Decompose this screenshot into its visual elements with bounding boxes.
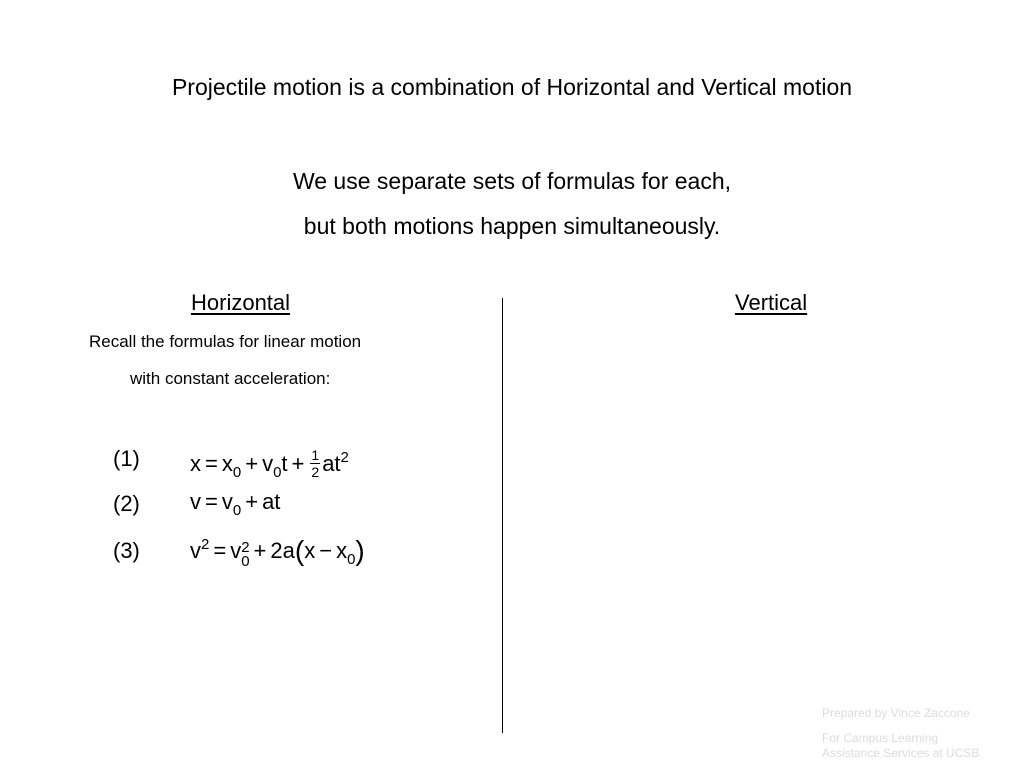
eq3-v-sub: 0 xyxy=(241,553,250,570)
subtitle-line-1: We use separate sets of formulas for each, xyxy=(292,168,732,194)
credit-author: Prepared by Vince Zaccone xyxy=(822,706,970,720)
equation-2 xyxy=(190,491,280,518)
horizontal-heading: Horizontal xyxy=(191,290,291,315)
eq3-x0-sub: 0 xyxy=(347,551,356,568)
eq3-2a: 2a xyxy=(270,538,295,563)
eq1-half-fraction xyxy=(310,448,320,479)
eq2-v-sub: 0 xyxy=(232,502,242,519)
eq1-x: x xyxy=(221,451,233,476)
eq1-equals: = xyxy=(205,451,218,476)
eq1-v: v xyxy=(262,451,274,476)
eq1-plus-2: + xyxy=(291,451,305,476)
column-divider xyxy=(502,298,503,733)
vertical-heading: Vertical xyxy=(735,290,808,315)
eq2-v: v xyxy=(221,489,233,514)
eq3-x: x xyxy=(304,538,316,563)
horizontal-note-line-1: Recall the formulas for linear motion xyxy=(89,332,362,351)
eq3-right-paren: ) xyxy=(355,535,365,566)
slide-title: Projectile motion is a combination of Horizontal and Vertical motion xyxy=(171,74,853,100)
eq1-at: at xyxy=(322,451,341,476)
eq2-lhs: v xyxy=(190,489,201,514)
eq1-x-sub: 0 xyxy=(232,464,242,481)
eq1-at-sup: 2 xyxy=(340,449,349,466)
equation-1 xyxy=(190,448,349,480)
eq3-lhs: v xyxy=(190,538,201,563)
eq3-lhs-sup: 2 xyxy=(201,536,210,553)
eq2-plus: + xyxy=(245,489,259,514)
equation-1-number: (1) xyxy=(113,446,140,471)
eq1-lhs: x xyxy=(190,451,201,476)
eq3-v-sup: 2 xyxy=(241,539,250,556)
eq3-equals: = xyxy=(213,538,227,563)
equation-3 xyxy=(190,537,365,569)
eq1-v-sub: 0 xyxy=(273,464,282,481)
eq3-plus: + xyxy=(253,538,267,563)
eq1-plus-1: + xyxy=(245,451,259,476)
eq1-fraction-numerator: 1 xyxy=(311,447,320,463)
horizontal-note-line-2: with constant acceleration: xyxy=(130,369,331,388)
equation-2-number: (2) xyxy=(113,491,140,516)
eq1-fraction-denominator: 2 xyxy=(311,464,320,480)
eq3-left-paren: ( xyxy=(294,535,305,566)
eq3-v-supsub xyxy=(241,541,249,569)
eq1-t: t xyxy=(281,451,288,476)
credit-organization-line-2: Assistance Services at UCSB xyxy=(822,746,980,760)
equation-3-number: (3) xyxy=(113,538,140,563)
eq2-equals: = xyxy=(205,489,218,514)
eq2-at: at xyxy=(262,489,281,514)
credit-organization-line-1: For Campus Learning xyxy=(822,731,939,745)
eq3-x0: x xyxy=(336,538,348,563)
eq3-v: v xyxy=(230,538,242,563)
subtitle-line-2: but both motions happen simultaneously. xyxy=(303,213,721,239)
eq3-minus: − xyxy=(319,538,333,563)
credit-organization xyxy=(822,731,979,761)
